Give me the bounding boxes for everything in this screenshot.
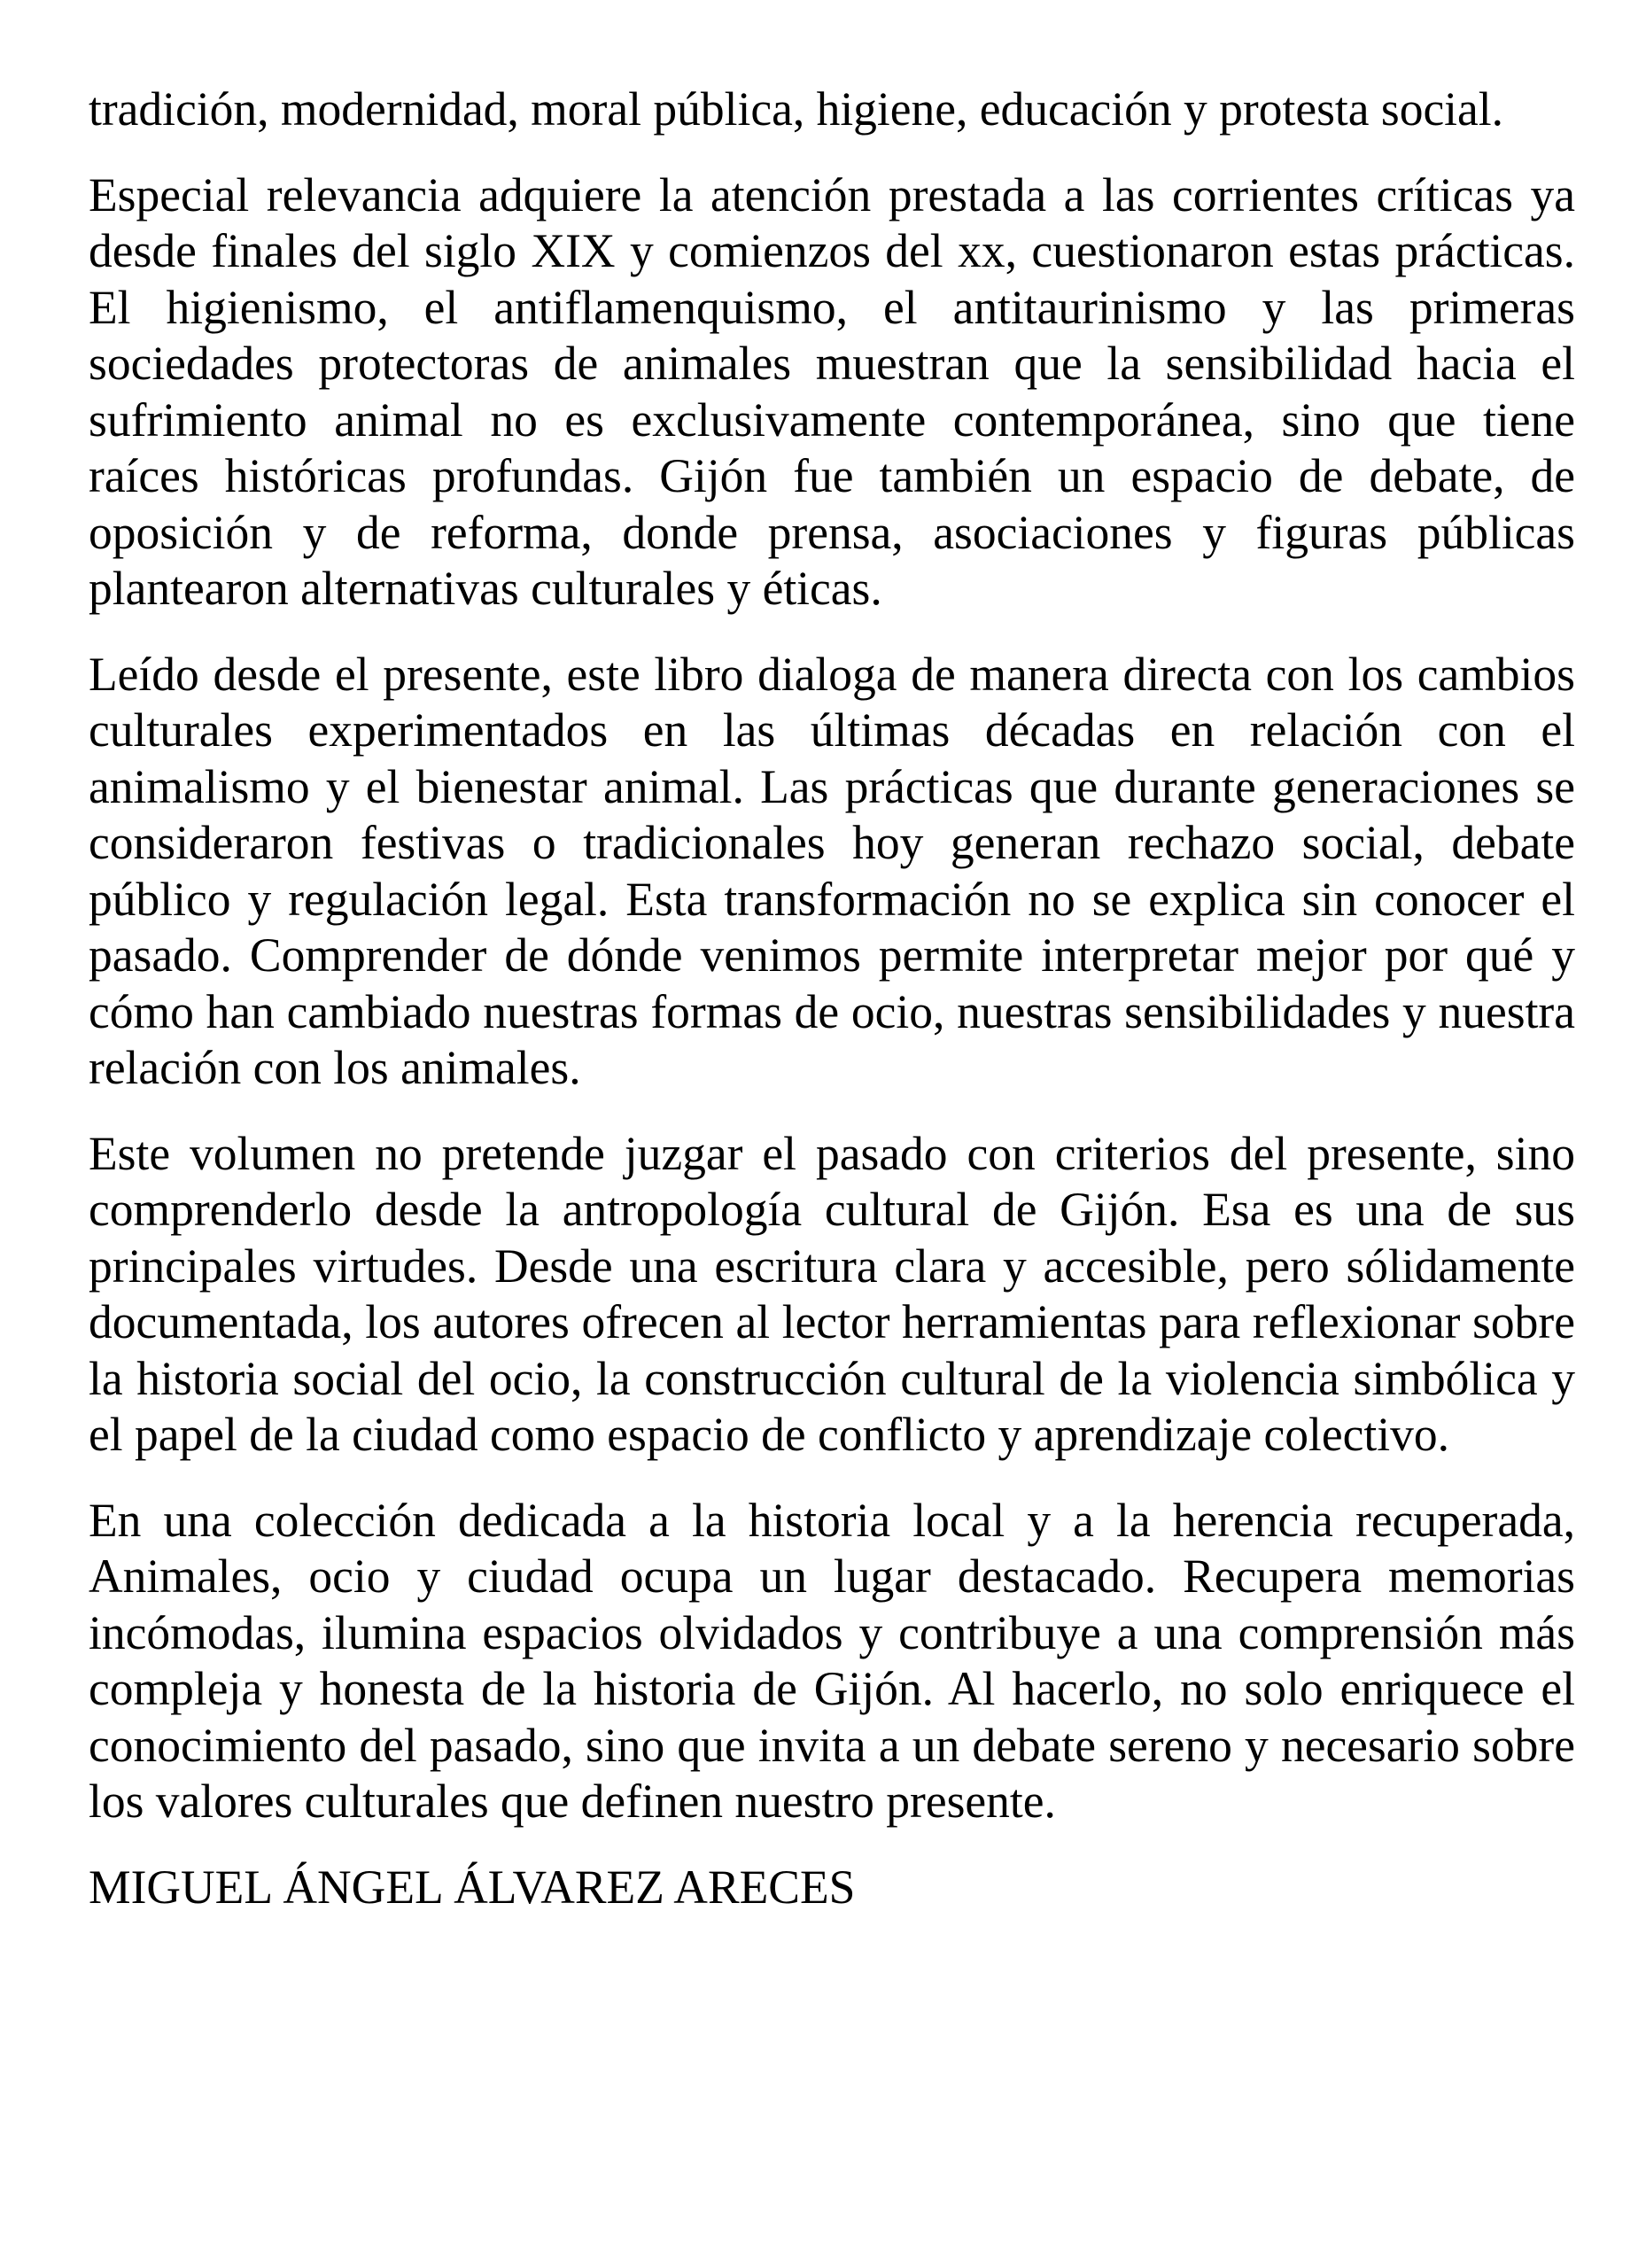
paragraph-critical-currents: Especial relevancia adquiere la atención prestada a las corrientes críticas ya desde finales del siglo XIX y comienzos del xx, cuestionaron estas prácticas. El higienismo, el antiflamenquismo, el antitaurinismo y las primeras sociedades protectoras de animales muestran que la sensibilidad hacia el sufrimiento animal no es exclusivamente contemporánea, sino que tiene raíces históricas profundas. Gijón fue también un espacio de debate, de oposición y de reforma, donde prensa, asociaciones y figuras públicas plantearon alternativas culturales y éticas. [89,167,1575,615]
paragraph-present-reading: Leído desde el presente, este libro dialoga de manera directa con los cambios culturales experimentados en las últimas décadas en relación con el animalismo y el bienestar animal. Las prácticas que durante generaciones se consideraron festivas o tradicionales hoy generan rechazo social, debate público y regulación legal. Esta transformación no se explica sin conocer el pasado. Comprender de dónde venimos permite interpretar mejor por qué y cómo han cambiado nuestras formas de ocio, nuestras sensibilidades y nuestra relación con los animales. [89,647,1575,1094]
paragraph-volume-purpose: Este volumen no pretende juzgar el pasado con criterios del presente, sino comprenderlo desde la antropología cultural de Gijón. Esa es una de sus principales virtudes. Desde una escritura clara y accesible, pero sólidamente documentada, los autores ofrecen al lector herramientas para reflexionar sobre la historia social del ocio, la construcción cultural de la violencia simbólica y el papel de la ciudad como espacio de conflicto y aprendizaje colectivo. [89,1126,1575,1461]
document-page [89,82,1575,1915]
author-signature: MIGUEL ÁNGEL ÁLVAREZ ARECES [89,1860,856,1914]
paragraph-collection: En una colección dedicada a la historia local y a la herencia recuperada, Animales, ocio y ciudad ocupa un lugar destacado. Recupera memorias incómodas, ilumina espacios olvidados y contribuye a una comprensión más compleja y honesta de la historia de Gijón. Al hacerlo, no solo enriquece el conocimiento del pasado, sino que invita a un debate sereno y necesario sobre los valores culturales que definen nuestro presente. [89,1493,1575,1828]
paragraph-continuation: tradición, modernidad, moral pública, higiene, educación y protesta social. [89,82,1504,136]
